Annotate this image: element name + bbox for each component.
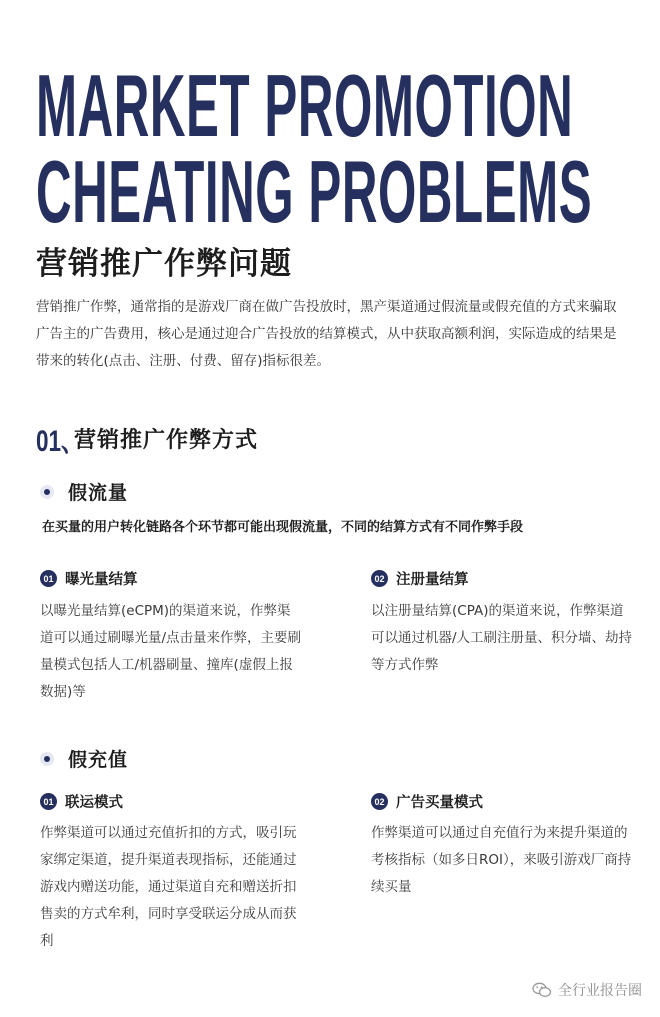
section-number: 01、 bbox=[36, 425, 84, 458]
fake-traffic-heading bbox=[40, 478, 128, 505]
item-title: 广告买量模式 bbox=[396, 795, 483, 811]
fake-recharge-heading bbox=[40, 745, 128, 772]
item-heading bbox=[371, 791, 483, 812]
item-title: 曝光量结算 bbox=[65, 572, 138, 588]
number-badge: 01 bbox=[40, 793, 57, 810]
number-badge: 02 bbox=[371, 793, 388, 810]
number-badge: 01 bbox=[40, 570, 57, 587]
item-title: 注册量结算 bbox=[396, 572, 469, 588]
item-heading bbox=[371, 568, 469, 589]
fake-traffic-title: 假流量 bbox=[68, 482, 129, 504]
watermark bbox=[532, 980, 642, 1000]
item-heading bbox=[40, 791, 123, 812]
page-title: 营销推广作弊问题 bbox=[36, 246, 292, 282]
item-description: 以注册量结算(CPA)的渠道来说，作弊渠道可以通过机器/人工刷注册量、积分墙、劫持等方式作弊 bbox=[371, 603, 633, 673]
item-title: 联运模式 bbox=[65, 795, 123, 811]
hero-title-line-1: MARKET PROMOTION bbox=[36, 56, 574, 155]
section-heading bbox=[36, 420, 258, 456]
hero-title-line-2: CHEATING PROBLEMS bbox=[36, 142, 593, 241]
item-heading bbox=[40, 568, 138, 589]
fake-traffic-note: 在买量的用户转化链路各个环节都可能出现假流量，不同的结算方式有不同作弊手段 bbox=[42, 520, 524, 535]
fake-recharge-title: 假充值 bbox=[68, 749, 129, 771]
wechat-icon bbox=[532, 982, 552, 998]
item-description: 作弊渠道可以通过充值折扣的方式，吸引玩家绑定渠道，提升渠道表现指标，还能通过游戏内赠送功能，通过渠道自充和赠送折扣售卖的方式牟利，同时享受联运分成从而获利 bbox=[40, 825, 297, 949]
watermark-text: 全行业报告圈 bbox=[558, 983, 642, 999]
section-title: 营销推广作弊方式 bbox=[74, 427, 259, 453]
intro-paragraph: 营销推广作弊，通常指的是游戏厂商在做广告投放时，黑产渠道通过假流量或假充值的方式来骗取广告主的广告费用，核心是通过迎合广告投放的结算模式，从中获取高额利润，实际造成的结果是带来的转化(点击、注册、付费、留存)指标很差。 bbox=[36, 299, 617, 369]
item-description: 以曝光量结算(eCPM)的渠道来说，作弊渠道可以通过刷曝光量/点击量来作弊，主要刷量模式包括人工/机器刷量、撞库(虚假上报数据)等 bbox=[40, 603, 302, 700]
item-description: 作弊渠道可以通过自充值行为来提升渠道的考核指标（如多日ROI），来吸引游戏厂商持续买量 bbox=[371, 825, 632, 895]
number-badge: 02 bbox=[371, 570, 388, 587]
bullet-icon bbox=[40, 752, 54, 766]
bullet-icon bbox=[40, 485, 54, 499]
